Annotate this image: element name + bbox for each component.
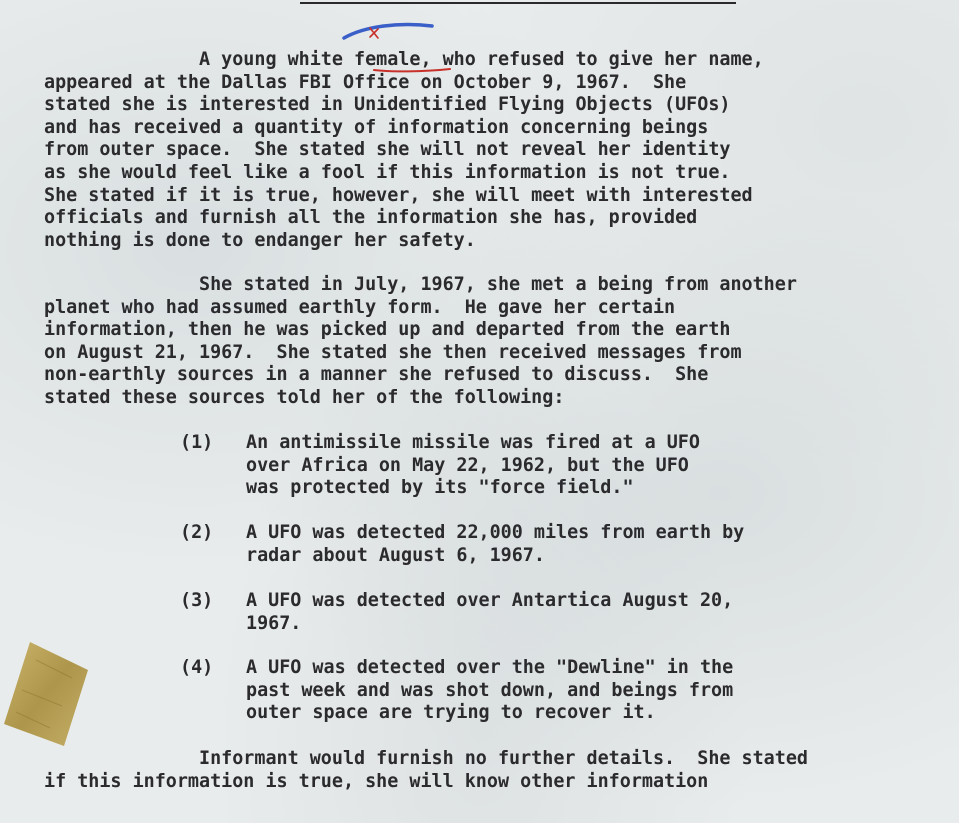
- text-line: appeared at the Dallas FBI Office on October 9, 1967. She: [44, 71, 687, 93]
- list-number: (2): [180, 522, 214, 543]
- text-line: radar about August 6, 1967.: [246, 544, 545, 566]
- text-line: on August 21, 1967. She stated she then received messages from: [44, 341, 742, 363]
- text-line: if this information is true, she will know other information: [44, 770, 709, 792]
- text-line: stated these sources told her of the following:: [44, 386, 565, 408]
- list-item-text: [246, 432, 700, 500]
- text-line: A UFO was detected 22,000 miles from earth by: [246, 522, 745, 543]
- list-number: (1): [180, 432, 214, 453]
- text-line: planet who had assumed earthly form. He gave her certain: [44, 296, 676, 318]
- text-line: An antimissile missile was fired at a UFO: [246, 432, 700, 453]
- handwritten-annotation: [340, 22, 440, 50]
- text-line: as she would feel like a fool if this information is not true.: [44, 161, 731, 183]
- text-line: information, then he was picked up and departed from the earth: [44, 319, 731, 341]
- text-line: She stated in July, 1967, she met a being from another: [44, 274, 797, 295]
- paragraph-closing: [44, 748, 944, 793]
- blue-pen-stroke: [344, 25, 432, 39]
- text-line: stated she is interested in Unidentified Flying Objects (UFOs): [44, 94, 731, 116]
- text-line: A UFO was detected over Antartica August 20,: [246, 590, 734, 611]
- text-line: 1967.: [246, 612, 302, 634]
- text-line: and has received a quantity of information concerning beings: [44, 116, 709, 138]
- text-line: She stated if it is true, however, she will meet with interested: [44, 184, 753, 206]
- red-x-mark: [370, 28, 378, 38]
- text-line: officials and furnish all the information she has, provided: [44, 207, 698, 229]
- paragraph-2: [44, 274, 944, 410]
- text-line: nothing is done to endanger her safety.: [44, 229, 476, 251]
- text-line: A young white female, who refused to give her name,: [44, 49, 764, 70]
- text-line: outer space are trying to recover it.: [246, 702, 656, 724]
- list-number: (4): [180, 657, 214, 678]
- text-line: A UFO was detected over the "Dewline" in the: [246, 657, 734, 678]
- text-line: from outer space. She stated she will not reveal her identity: [44, 139, 731, 161]
- list-number: (3): [180, 590, 214, 611]
- top-rule: [300, 2, 736, 4]
- text-line: over Africa on May 22, 1962, but the UFO: [246, 454, 689, 476]
- list-item-text: [246, 590, 733, 635]
- text-line: was protected by its "force field.": [246, 477, 634, 499]
- text-line: Informant would furnish no further details. She stated: [44, 748, 808, 769]
- paragraph-1: [44, 49, 944, 252]
- list-item-text: [246, 522, 744, 567]
- tape-remnant: [2, 640, 90, 748]
- list-item-text: [246, 657, 733, 725]
- text-line: past week and was shot down, and beings from: [246, 679, 734, 701]
- text-line: non-earthly sources in a manner she refused to discuss. She: [44, 364, 709, 386]
